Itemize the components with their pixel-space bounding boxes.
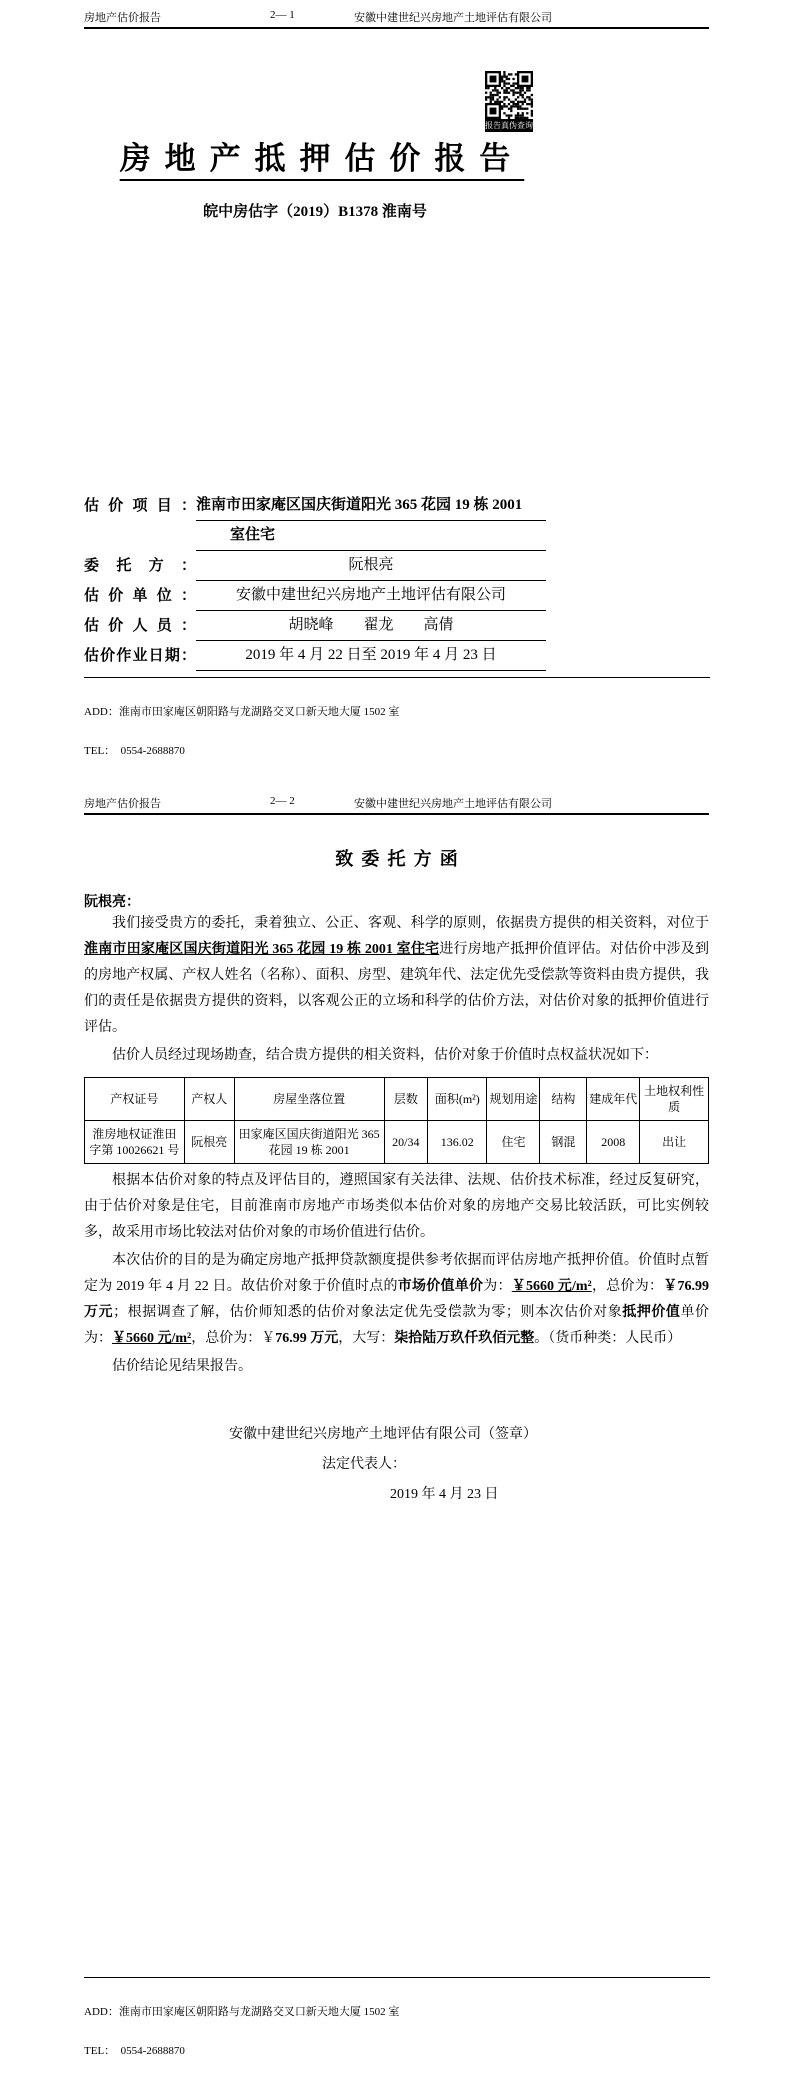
header-doc-title: 房地产估价报告 xyxy=(84,12,161,24)
page1-footer xyxy=(84,677,710,784)
header-company-name: 安徽中建世纪兴房地产土地评估有限公司 xyxy=(354,12,552,24)
table-header-cell: 产权人 xyxy=(184,1078,234,1121)
field-work-date xyxy=(84,641,546,671)
field-work-date-label: 估价作业日期： xyxy=(84,648,196,664)
letter-content xyxy=(84,845,709,1510)
table-cell: 136.02 xyxy=(428,1121,487,1164)
field-client-label: 委托方： xyxy=(84,558,196,574)
header-company-name: 安徽中建世纪兴房地产土地评估有限公司 xyxy=(354,798,552,810)
letter-salutation: 阮根亮： xyxy=(84,895,140,910)
paragraph-survey xyxy=(84,1043,709,1069)
paragraph-conclusion-note xyxy=(84,1354,709,1380)
field-project-value-line2: 室住宅 xyxy=(196,521,546,551)
text-segment: ，总价为： xyxy=(591,1279,664,1294)
field-project-label: 估价项目： xyxy=(84,498,196,514)
header-page-number: 2— 2 xyxy=(270,795,295,807)
table-cell: 20/34 xyxy=(384,1121,428,1164)
text-segment: ；根据调查了解，估价师知悉的估价对象法定优先受偿款为零；则本次估价对象 xyxy=(113,1305,623,1320)
field-agency-value: 安徽中建世纪兴房地产土地评估有限公司 xyxy=(196,581,546,611)
table-row xyxy=(85,1121,709,1164)
text-segment: 76.99 万元 xyxy=(275,1331,339,1346)
paragraph-method xyxy=(84,1168,709,1246)
closing-legal-representative: 法定代表人： xyxy=(322,1457,406,1472)
table-header-cell: 产权证号 xyxy=(85,1078,185,1121)
text-segment: 我们接受贵方的委托，秉着独立、公正、客观、科学的原则，依据贵方提供的相关资料，对位于 xyxy=(112,916,709,931)
text-segment: ￥76.99 万元 xyxy=(84,1279,709,1320)
field-appraisers xyxy=(84,611,546,641)
field-project-line2 xyxy=(84,521,546,551)
text-segment: 本次估价的目的是为确定房地产抵押贷款额度提供参考依据而评估房地产抵押价值。价值时点暂定为 2019 年 4 月 22 日。故估价对象于价值时点的 xyxy=(84,1253,709,1294)
field-client-value: 阮根亮 xyxy=(196,551,546,581)
table-cell: 淮房地权证淮田字第 10026621 号 xyxy=(85,1121,185,1164)
text-segment: 。（货币种类：人民币） xyxy=(534,1331,682,1346)
qr-caption: 报告真伪查询 xyxy=(485,121,533,130)
property-rights-table xyxy=(84,1077,709,1164)
qr-code-icon xyxy=(485,71,533,119)
table-cell: 住宅 xyxy=(487,1121,540,1164)
closing-block xyxy=(84,1420,709,1510)
text-segment: ，大写： xyxy=(338,1331,395,1346)
table-header-cell: 层数 xyxy=(384,1078,428,1121)
letter-title: 致委托方函 xyxy=(335,849,466,869)
field-agency xyxy=(84,581,546,611)
text-segment: 进行房地产抵押价值评估。对估价中涉及到的房地产权属、产权人姓名（名称）、面积、房型、建筑年代、法定优先受偿款等资料由贵方提供，我们的责任是依据贵方提供的资料，以客观公正的立场和科学的估价方法，对估价对象的抵押价值进行评估。 xyxy=(84,942,710,1035)
paragraph-commission xyxy=(84,911,709,1041)
page-2 xyxy=(0,786,793,2086)
footer-address: ADD：淮南市田家庵区朝阳路与龙湖路交叉口新天地大厦 1502 室 xyxy=(84,706,400,718)
table-header-cell: 建成年代 xyxy=(587,1078,640,1121)
footer-address: ADD：淮南市田家庵区朝阳路与龙湖路交叉口新天地大厦 1502 室 xyxy=(84,2006,400,2018)
field-agency-label: 估价单位： xyxy=(84,588,196,604)
table-header-cell: 结构 xyxy=(540,1078,587,1121)
text-segment: 估价结论见结果报告。 xyxy=(112,1359,252,1374)
page2-header xyxy=(84,786,709,815)
text-segment: 抵押价值 xyxy=(622,1305,681,1320)
table-header-row xyxy=(85,1078,709,1121)
paragraph-valuation-result xyxy=(84,1248,709,1352)
text-segment: 柒拾陆万玖仟玖佰元整 xyxy=(394,1331,535,1346)
field-appraisers-label: 估价人员： xyxy=(84,618,196,634)
text-segment: ￥5660 元/m² xyxy=(511,1279,592,1294)
report-doc-number: 皖中房估字（2019）B1378 淮南号 xyxy=(203,204,427,220)
text-segment: ，总价为：￥ xyxy=(191,1331,276,1346)
page1-header xyxy=(84,0,709,29)
closing-company-seal: 安徽中建世纪兴房地产土地评估有限公司（签章） xyxy=(229,1427,537,1442)
cover-block xyxy=(84,133,546,671)
page-1 xyxy=(0,0,793,786)
text-segment: ￥5660 元/m² xyxy=(112,1331,192,1346)
table-cell: 阮根亮 xyxy=(184,1121,234,1164)
table-header-cell: 房屋坐落位置 xyxy=(234,1078,384,1121)
closing-date: 2019 年 4 月 23 日 xyxy=(390,1487,499,1502)
text-segment: 估价人员经过现场勘查，结合贵方提供的相关资料，估价对象于价值时点权益状况如下： xyxy=(112,1048,658,1063)
table-cell: 钢混 xyxy=(540,1121,587,1164)
field-project-value: 淮南市田家庵区国庆街道阳光 365 花园 19 栋 2001 xyxy=(196,491,546,521)
field-appraisers-value: 胡晓峰 翟龙 高倩 xyxy=(196,611,546,641)
field-label-spacer xyxy=(84,521,196,551)
header-page-number: 2— 1 xyxy=(270,9,295,21)
header-doc-title: 房地产估价报告 xyxy=(84,798,161,810)
page2-footer xyxy=(84,1977,710,2084)
field-project xyxy=(84,491,546,521)
table-cell: 2008 xyxy=(587,1121,640,1164)
text-segment: 淮南市田家庵区国庆街道阳光 365 花园 19 栋 2001 室住宅 xyxy=(84,942,440,957)
table-header-cell: 土地权利性质 xyxy=(640,1078,709,1121)
field-client xyxy=(84,551,546,581)
table-cell: 出让 xyxy=(640,1121,709,1164)
text-segment: 市场价值单价 xyxy=(397,1279,484,1294)
text-segment: 根据本估价对象的特点及评估目的，遵照国家有关法律、法规、估价技术标准，经过反复研究，由于估价对象是住宅，目前淮南市房地产市场类似本估价对象的房地产交易比较活跃，可比实例较多，故采用市场比较法对估价对象的市场价值进行估价。 xyxy=(84,1173,709,1240)
qr-verification-block xyxy=(485,71,533,132)
table-header-cell: 规划用途 xyxy=(487,1078,540,1121)
field-work-date-value: 2019 年 4 月 22 日至 2019 年 4 月 23 日 xyxy=(196,641,546,671)
report-title: 房地产抵押估价报告 xyxy=(119,141,525,176)
footer-tel: TEL： 0554-2688870 xyxy=(84,745,185,757)
text-segment: 单价为： xyxy=(84,1305,710,1346)
cover-fields xyxy=(84,491,546,671)
table-body xyxy=(85,1121,709,1164)
text-segment: 为： xyxy=(483,1279,512,1294)
table-cell: 田家庵区国庆街道阳光 365 花园 19 栋 2001 xyxy=(234,1121,384,1164)
table-header-cell: 面积(m²) xyxy=(428,1078,487,1121)
footer-tel: TEL： 0554-2688870 xyxy=(84,2045,185,2057)
